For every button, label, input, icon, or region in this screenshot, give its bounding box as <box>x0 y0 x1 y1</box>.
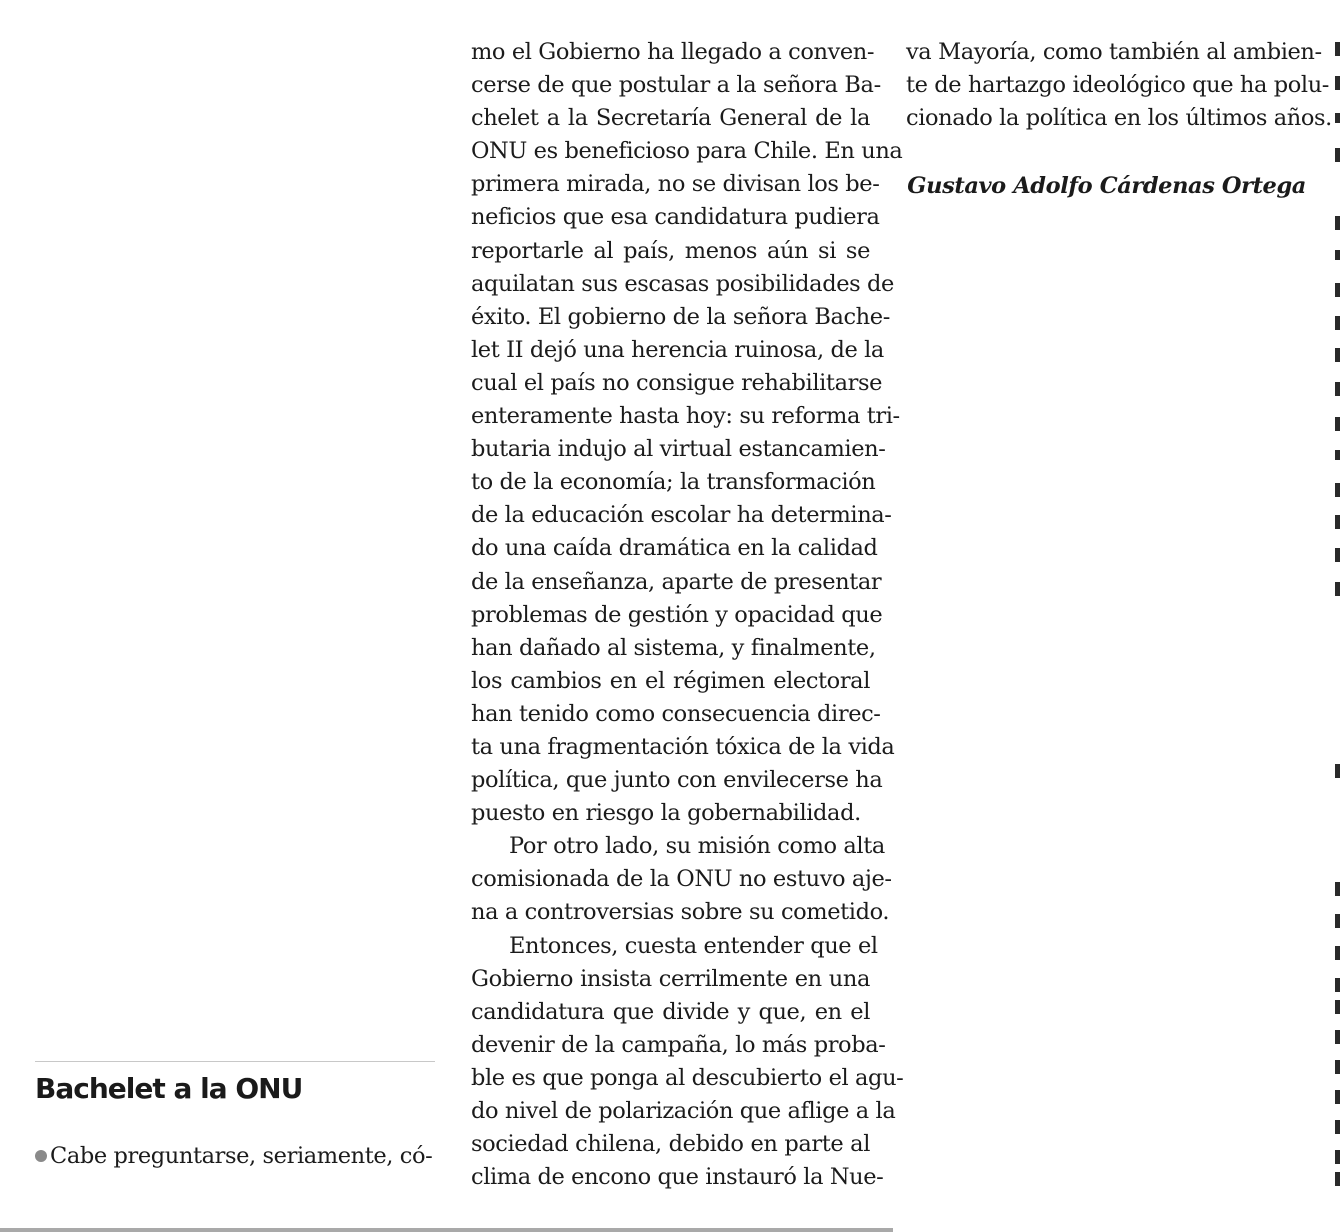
edge-mark <box>1335 250 1340 260</box>
lead-line <box>35 1140 435 1173</box>
letter-signature: Gustavo Adolfo Cárdenas Ortega <box>907 173 1306 199</box>
edge-mark <box>1335 582 1340 596</box>
edge-mark <box>1335 978 1340 992</box>
text-line: ONU es beneficioso para Chile. En una <box>471 138 903 165</box>
text-line: sociedad chilena, debido en parte al <box>471 1131 870 1158</box>
text-line: mo el Gobierno ha llegado a conven- <box>471 39 875 65</box>
edge-mark <box>1335 914 1340 928</box>
text-line: te de hartazgo ideológico que ha polu- <box>906 72 1330 99</box>
text-line: han dañado al sistema, y finalmente, <box>471 634 876 661</box>
bottom-rule <box>0 1228 893 1232</box>
text-line: cerse de que postular a la señora Ba- <box>471 72 881 99</box>
text-line: Gobierno insista cerrilmente en una <box>471 965 870 992</box>
text-line: problemas de gestión y opacidad que <box>471 601 883 628</box>
text-line: neficios que esa candidatura pudiera <box>471 204 880 231</box>
text-line: cionado la política en los últimos años. <box>906 105 1332 132</box>
text-line: comisionada de la ONU no estuvo aje- <box>471 866 892 893</box>
edge-mark <box>1335 882 1340 896</box>
edge-mark <box>1335 42 1340 56</box>
text-line: aquilatan sus escasas posibilidades de <box>471 270 894 297</box>
edge-mark <box>1335 1120 1340 1134</box>
edge-mark <box>1335 113 1340 123</box>
edge-mark <box>1335 216 1340 230</box>
edge-mark <box>1335 1030 1340 1044</box>
text-line: va Mayoría, como también al ambien- <box>906 39 1322 65</box>
edge-mark <box>1335 1150 1340 1164</box>
text-line: let II dejó una herencia ruinosa, de la <box>471 336 884 363</box>
adjacent-column-edge <box>1326 0 1344 1232</box>
text-line: do una caída dramática en la calidad <box>471 535 878 562</box>
text-line: to de la economía; la transformación <box>471 469 876 496</box>
text-line: clima de encono que instauró la Nue- <box>471 1164 884 1191</box>
text-line: chelet a la Secretaría General de la <box>471 105 870 132</box>
edge-mark <box>1335 1060 1340 1074</box>
edge-mark <box>1335 548 1340 562</box>
edge-mark <box>1335 1172 1340 1186</box>
edge-mark <box>1335 316 1340 330</box>
right-column <box>906 36 1332 135</box>
text-line: primera mirada, no se divisan los be- <box>471 171 880 198</box>
edge-mark <box>1335 946 1340 960</box>
edge-mark <box>1335 382 1340 396</box>
text-line: enteramente hasta hoy: su reforma tri- <box>471 403 900 430</box>
edge-mark <box>1335 483 1340 497</box>
letter-headline: Bachelet a la ONU <box>35 1072 303 1105</box>
text-line: butaria indujo al virtual estancamien- <box>471 436 886 463</box>
text-line: política, que junto con envilecerse ha <box>471 767 883 794</box>
edge-mark <box>1335 450 1340 460</box>
edge-mark <box>1335 417 1340 431</box>
edge-mark <box>1335 76 1340 90</box>
text-line: na a controversias sobre su cometido. <box>471 899 890 926</box>
lead-text: Cabe preguntarse, seriamente, có- <box>50 1143 433 1169</box>
letter-lead-line <box>35 1140 435 1173</box>
text-line: devenir de la campaña, lo más proba- <box>471 1031 886 1058</box>
text-line: han tenido como consecuencia direc- <box>471 700 881 727</box>
text-line: de la educación escolar ha determina- <box>471 502 892 529</box>
section-divider <box>35 1061 435 1062</box>
edge-mark <box>1335 148 1340 162</box>
text-line: ta una fragmentación tóxica de la vida <box>471 733 895 760</box>
edge-mark <box>1335 1000 1340 1014</box>
text-line: Entonces, cuesta entender que el <box>509 932 878 959</box>
text-line: de la enseñanza, aparte de presentar <box>471 568 882 595</box>
edge-mark <box>1335 764 1340 778</box>
text-line: ble es que ponga al descubierto el agu- <box>471 1064 904 1091</box>
text-line: do nivel de polarización que aflige a la <box>471 1098 896 1124</box>
text-line: cual el país no consigue rehabilitarse <box>471 369 883 396</box>
text-line: los cambios en el régimen electoral <box>471 667 870 694</box>
edge-mark <box>1335 1090 1340 1104</box>
middle-column <box>471 36 904 1194</box>
text-line: puesto en riesgo la gobernabilidad. <box>471 800 861 827</box>
text-line: Por otro lado, su misión como alta <box>509 833 885 860</box>
edge-mark <box>1335 515 1340 529</box>
edge-mark <box>1335 283 1340 297</box>
text-line: reportarle al país, menos aún si se <box>471 237 870 264</box>
bullet-icon <box>35 1150 47 1162</box>
text-line: éxito. El gobierno de la señora Bache- <box>471 303 890 330</box>
text-line: candidatura que divide y que, en el <box>471 998 870 1025</box>
edge-mark <box>1335 348 1340 362</box>
